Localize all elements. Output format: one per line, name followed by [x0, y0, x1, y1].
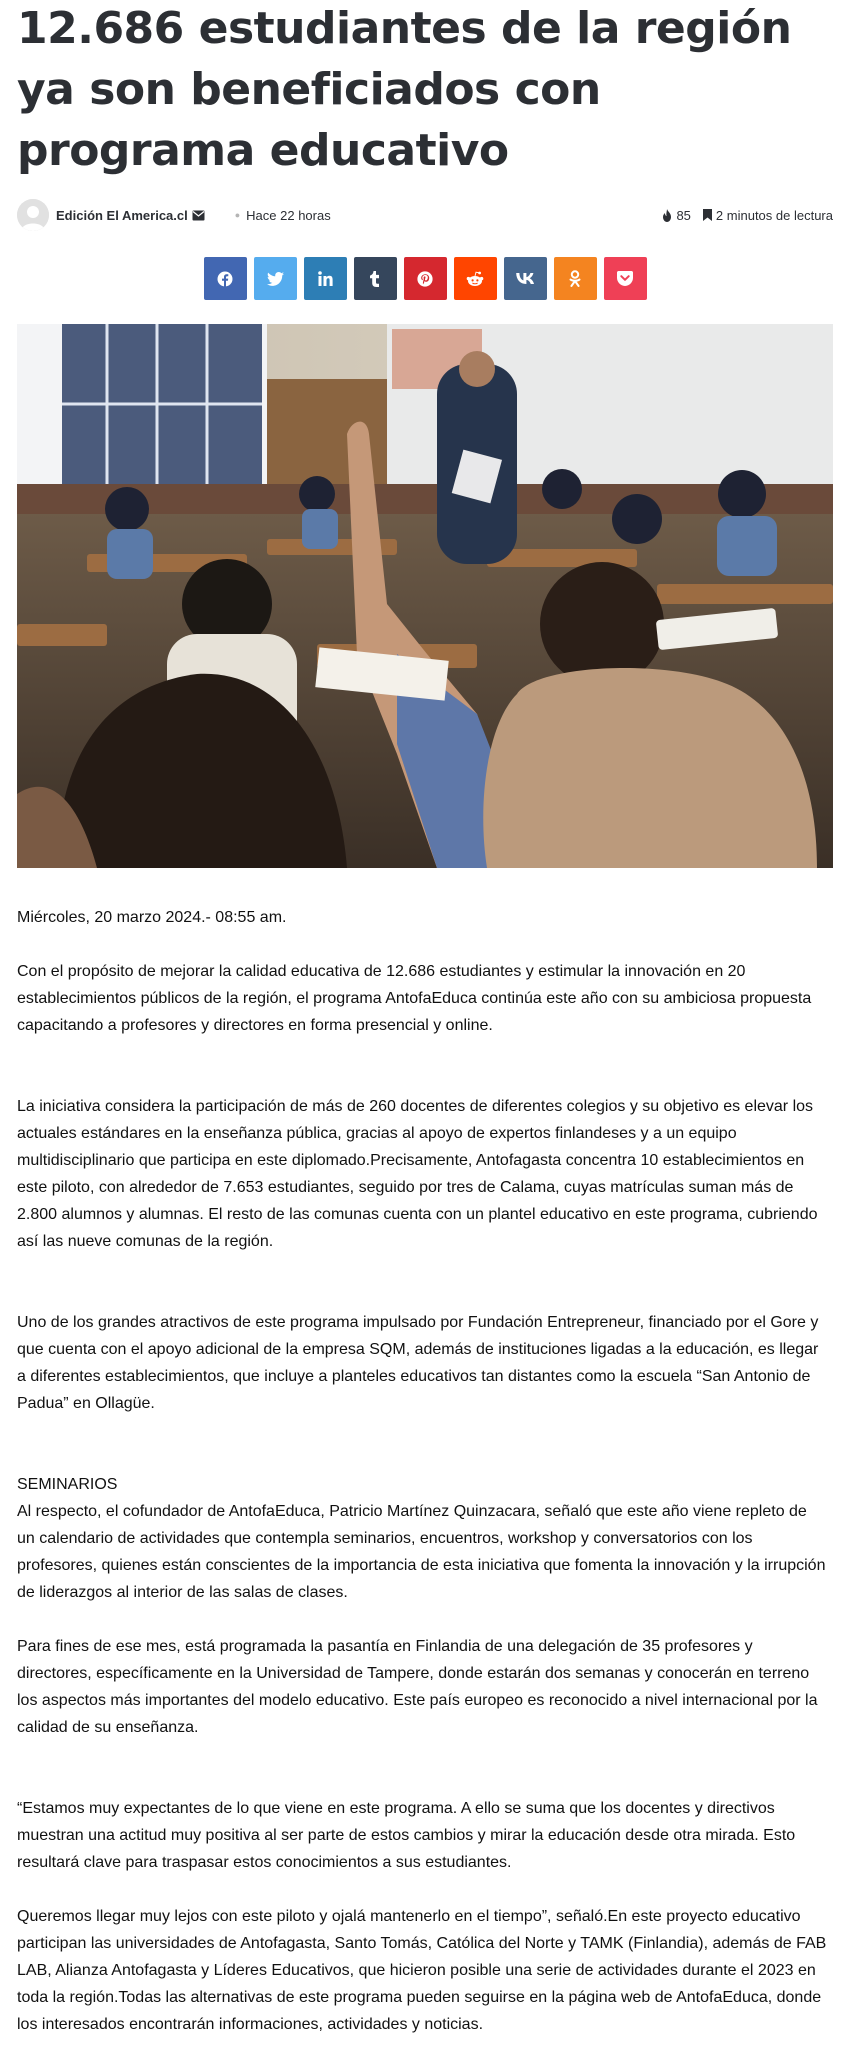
- article-paragraph: “Estamos muy expectantes de lo que viene en este programa. A ello se suma que los docentes y directivos muestran una actitud muy positiva al ser parte de estos cambios y mirar la educación desde otra mirada. Esto resultará clave para traspasar estos conocimientos a sus estudiantes.: [17, 1800, 796, 1871]
- classroom-photo: [17, 324, 833, 868]
- reddit-icon: [466, 271, 484, 287]
- article-paragraph: Uno de los grandes atractivos de este programa impulsado por Fundación Entrepreneur, financiado por el Gore y que cuenta con el apoyo adicional de la empresa SQM, además de instituciones ligadas a la educación, es llegar a diferentes establecimientos, que incluye a planteles educativos tan distantes como la escuela “San Antonio de Padua” en Ollagüe.: [17, 1314, 819, 1412]
- views-counter: [662, 208, 690, 223]
- publish-time: Hace 22 horas: [246, 207, 331, 223]
- share-pocket-button[interactable]: [604, 257, 647, 300]
- meta-right: [650, 208, 833, 223]
- article-paragraph: Queremos llegar muy lejos con este piloto y ojalá mantenerlo en el tiempo”, señaló.En este proyecto educativo participan las universidades de Antofagasta, Santo Tomás, Católica del Norte y TAMK (Finlandia), además de FAB LAB, Alianza Antofagasta y Líderes Educativos, que hicieron posible una serie de actividades durante el 2023 en toda la región.Todas las alternativas de este programa pueden seguirse en la página web de AntofaEduca, donde los interesados encontrarán informaciones, actividades y noticias.: [17, 1908, 827, 2033]
- author-name[interactable]: Edición El America.cl: [56, 207, 188, 223]
- share-odnoklassniki-button[interactable]: [554, 257, 597, 300]
- section-heading: SEMINARIOS: [17, 1476, 118, 1493]
- views-count: 85: [676, 207, 691, 223]
- vk-icon: [516, 273, 535, 284]
- article-body: [17, 904, 833, 2038]
- article-title: 12.686 estudiantes de la región ya son beneficiados con programa educativo: [17, 3, 792, 176]
- facebook-icon: [217, 271, 233, 287]
- article-paragraph: Con el propósito de mejorar la calidad educativa de 12.686 estudiantes y estimular la innovación en 20 establecimientos públicos de la región, el programa AntofaEduca continúa este año con su ambiciosa propuesta capacitando a profesores y directores en forma presencial y online.: [17, 963, 812, 1034]
- pinterest-icon: [417, 271, 433, 287]
- share-twitter-button[interactable]: [254, 257, 297, 300]
- bookmark-icon: [703, 209, 712, 221]
- pocket-icon: [617, 271, 633, 286]
- odnoklassniki-icon: [569, 270, 581, 288]
- reading-time: [703, 208, 833, 223]
- share-buttons: [17, 257, 833, 300]
- article-paragraph: Al respecto, el cofundador de AntofaEduca, Patricio Martínez Quinzacara, señaló que este año viene repleto de un calendario de actividades que contempla seminarios, encuentros, workshop y conversatorios con los profesores, quienes están conscientes de la importancia de esta iniciativa que fomenta la innovación y la irrupción de liderazgos al interior de las salas de clases.: [17, 1503, 826, 1601]
- separator-dot-icon: ●: [234, 210, 241, 220]
- article-paragraph: La iniciativa considera la participación de más de 260 docentes de diferentes colegios y su objetivo es elevar los actuales estándares en la enseñanza pública, gracias al apoyo de expertos finlandeses y a un equipo multidisciplinario que participa en este diplomado.Precisamente, Antofagasta concentra 10 establecimientos en este piloto, con alrededor de 7.653 estudiantes, seguido por tres de Calama, cuyas matrículas suman más de 2.800 alumnos y alumnas. El resto de las comunas cuenta con un plantel educativo en este programa, cubriendo así las nueve comunas de la región.: [17, 1098, 818, 1250]
- share-linkedin-button[interactable]: [304, 257, 347, 300]
- twitter-icon: [267, 272, 284, 286]
- article-paragraph: Para fines de ese mes, está programada la pasantía en Finlandia de una delegación de 35 profesores y directores, específicamente en la Universidad de Tampere, donde estarán dos semanas y conocerán en terreno los aspectos más importantes del modelo educativo. Este país europeo es reconocido a nivel internacional por la calidad de su enseñanza.: [17, 1638, 818, 1736]
- linkedin-icon: [318, 271, 333, 286]
- share-pinterest-button[interactable]: [404, 257, 447, 300]
- share-reddit-button[interactable]: [454, 257, 497, 300]
- envelope-icon[interactable]: [192, 210, 205, 221]
- share-facebook-button[interactable]: [204, 257, 247, 300]
- article-meta: [17, 197, 833, 233]
- fire-icon: [662, 209, 672, 222]
- meta-left: [17, 199, 331, 231]
- article-dateline: Miércoles, 20 marzo 2024.- 08:55 am.: [17, 909, 287, 926]
- share-vk-button[interactable]: [504, 257, 547, 300]
- share-tumblr-button[interactable]: [354, 257, 397, 300]
- tumblr-icon: [370, 271, 380, 287]
- reading-time-label: 2 minutos de lectura: [715, 207, 833, 223]
- avatar-icon: [17, 199, 49, 231]
- article-featured-image: [17, 324, 833, 868]
- author-avatar[interactable]: [17, 199, 49, 231]
